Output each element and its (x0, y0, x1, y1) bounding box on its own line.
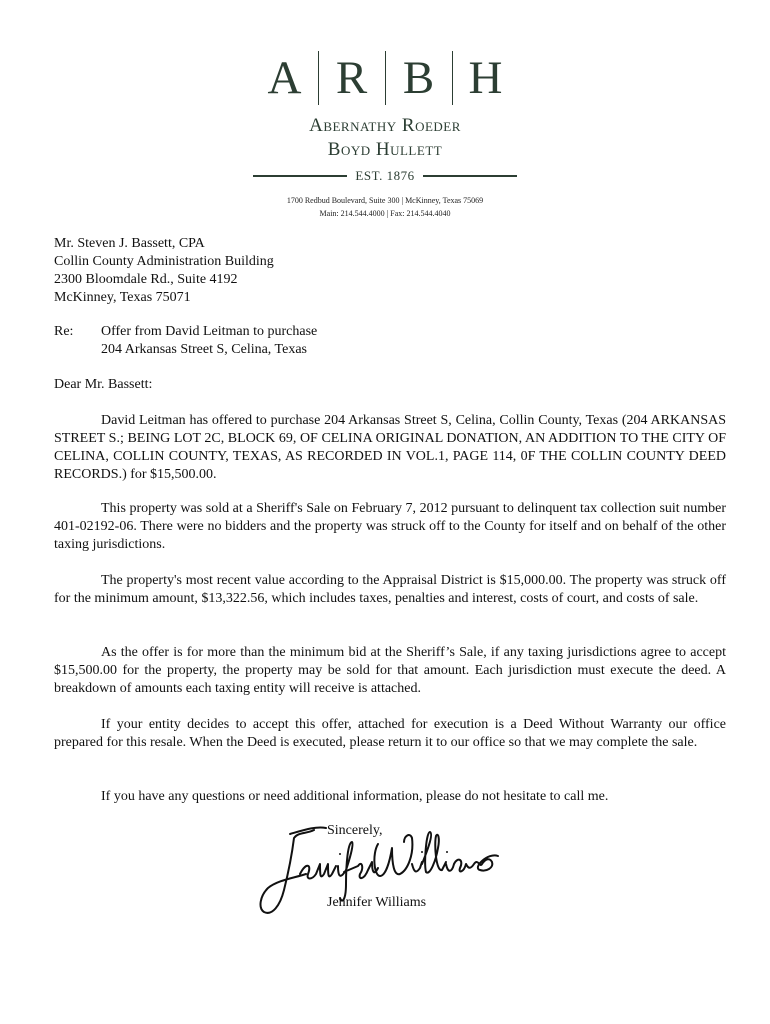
monogram-letter-b: B (402, 52, 435, 104)
firm-name-line2: Boyd Hullett (327, 139, 443, 160)
established-row (0, 166, 770, 186)
monogram-divider (385, 51, 386, 105)
recipient-address (54, 235, 726, 307)
firm-name-line1: Abernathy Roeder (309, 115, 461, 136)
firm-name (0, 114, 770, 162)
signer-name: Jennifer Williams (327, 895, 427, 910)
firm-phones: Main: 214.544.4000 | Fax: 214.544.4040 (319, 209, 451, 218)
closing: Sincerely, (327, 823, 383, 838)
paragraph-offer: David Leitman has offered to purchase 204 Arkansas Street S, Celina, Collin County, Texas (204 ARKANSAS STREET S.; BEING LOT 2C, BLOCK 69, OF CELINA ORIGINAL DONATION, AN ADDITION TO THE CITY OF CELINA, COLLIN COUNTY, TEXAS, AS RECORDED IN VOL.1, PAGE 114, 0F THE COLLIN COUNTY DEED RECORDS.) for $15,500.00. (54, 413, 726, 482)
re-line2: 204 Arkansas Street S, Celina, Texas (101, 342, 308, 357)
subject-line (54, 323, 726, 359)
re-line1: Offer from David Leitman to purchase (101, 324, 318, 339)
paragraph-contact: If you have any questions or need additional information, please do not hesitate to call me. (101, 789, 609, 804)
monogram-divider (318, 51, 319, 105)
recipient-street: 2300 Bloomdale Rd., Suite 4192 (54, 272, 238, 287)
re-label: Re: (54, 324, 74, 339)
est-rule-left (253, 175, 347, 177)
firm-address: 1700 Redbud Boulevard, Suite 300 | McKinney, Texas 75069 (286, 196, 484, 205)
recipient-organization: Collin County Administration Building (54, 254, 274, 269)
monogram-letter-h: H (468, 52, 503, 104)
recipient-city: McKinney, Texas 75071 (54, 290, 191, 305)
salutation: Dear Mr. Bassett: (54, 377, 153, 392)
paragraph-value: The property's most recent value according to the Appraisal District is $15,000.00. The property was struck off for the minimum amount, $13,322.56, which includes taxes, penalties and interest, costs of court, and costs of sale. (54, 573, 726, 606)
paragraph-deed: If your entity decides to accept this offer, attached for execution is a Deed Without Warranty our office prepared for this resale. When the Deed is executed, please return it to our office so that we may complete the sale. (54, 717, 726, 750)
recipient-name: Mr. Steven J. Bassett, CPA (54, 236, 205, 251)
monogram-divider (452, 51, 453, 105)
letterhead (0, 52, 770, 220)
firm-monogram (0, 52, 770, 104)
est-rule-right (423, 175, 517, 177)
monogram-letter-a: A (267, 52, 302, 104)
paragraph-sheriff-sale: This property was sold at a Sheriff's Sale on February 7, 2012 pursuant to delinquent tax collection suit number 401-02192-06. There were no bidders and the property was struck off to the County for itself and on behalf of the other taxing jurisdictions. (54, 501, 726, 552)
monogram-letter-r: R (335, 52, 368, 104)
paragraph-approval: As the offer is for more than the minimum bid at the Sheriff’s Sale, if any taxing jurisdictions agree to accept $15,500.00 for the property, the property may be sold for that amount. Each jurisdiction must execute the deed. A breakdown of amounts each taxing entity will receive is attached. (54, 645, 726, 696)
established-text: EST. 1876 (355, 168, 415, 183)
